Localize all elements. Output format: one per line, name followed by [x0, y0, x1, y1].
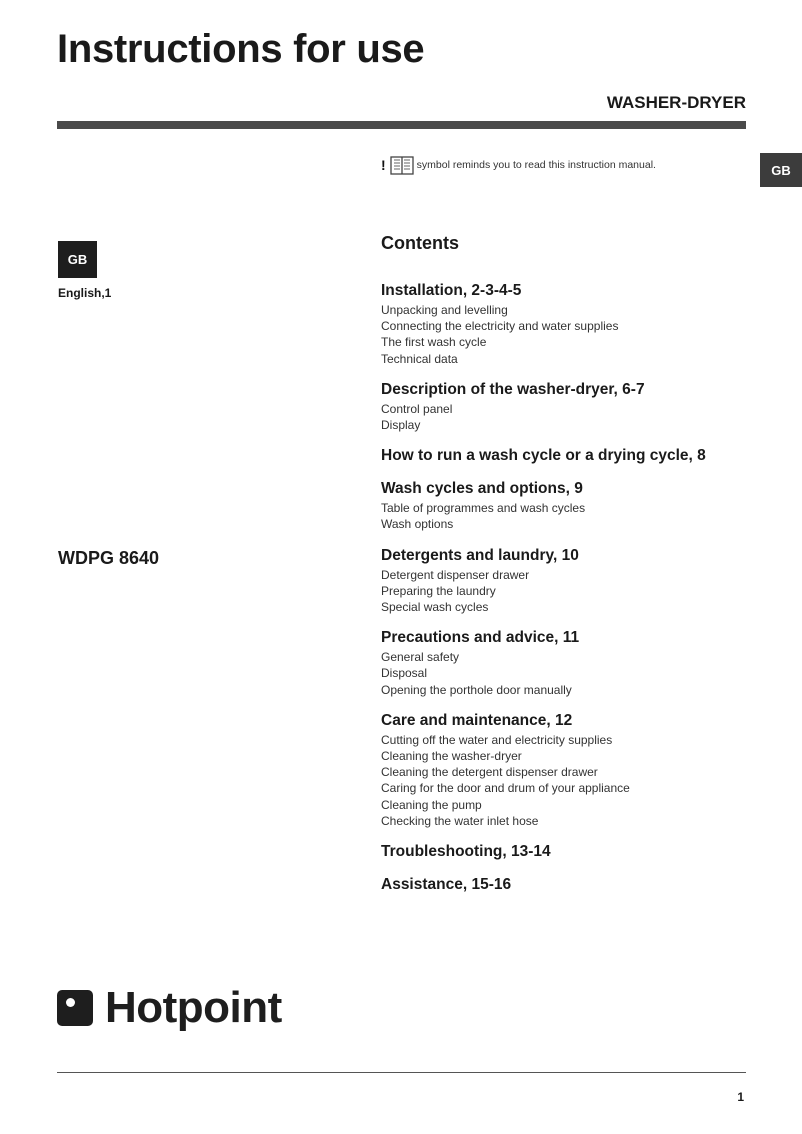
language-side-tab: GB [760, 153, 802, 187]
contents-section [381, 628, 761, 698]
contents-section [381, 546, 761, 616]
contents-section [381, 842, 761, 862]
list-item: Cleaning the detergent dispenser drawer [381, 765, 598, 780]
contents-section [381, 479, 761, 532]
list-item: Connecting the electricity and water supplies [381, 319, 619, 334]
list-item: Checking the water inlet hose [381, 813, 539, 828]
contents-section [381, 446, 761, 466]
list-item: Cleaning the washer-dryer [381, 749, 522, 764]
list-item: Control panel [381, 401, 453, 416]
notice-text: symbol reminds you to read this instruction manual. [416, 159, 656, 171]
header-rule [57, 121, 746, 129]
list-item: Preparing the laundry [381, 583, 496, 598]
section-title: How to run a wash cycle or a drying cycle, 8 [381, 447, 706, 465]
list-item: Unpacking and levelling [381, 303, 508, 317]
list-item: Cleaning the pump [381, 797, 482, 812]
section-title: Troubleshooting, 13-14 [381, 843, 551, 861]
section-items [381, 500, 761, 532]
table-of-contents [381, 232, 761, 908]
model-number: WDPG 8640 [58, 548, 160, 568]
section-items [381, 401, 761, 433]
contents-sections [381, 281, 761, 895]
list-item: Table of programmes and wash cycles [381, 501, 586, 516]
section-title: Care and maintenance, 12 [381, 711, 573, 729]
section-items [381, 649, 761, 698]
brand-name: Hotpoint [105, 983, 282, 1032]
section-title: Precautions and advice, 11 [381, 629, 580, 647]
contents-section [381, 875, 761, 895]
list-item: Special wash cycles [381, 600, 489, 615]
contents-section [381, 380, 761, 433]
language-badge: GB [58, 241, 97, 278]
list-item: Display [381, 418, 421, 433]
section-title: Detergents and laundry, 10 [381, 546, 579, 564]
hotpoint-logo-icon [57, 990, 93, 1026]
list-item: Disposal [381, 666, 428, 681]
page-number: 1 [737, 1090, 744, 1104]
list-item: Wash options [381, 517, 454, 532]
list-item: Detergent dispenser drawer [381, 567, 530, 582]
list-item: The first wash cycle [381, 335, 487, 350]
section-title: Description of the washer-dryer, 6-7 [381, 380, 645, 398]
list-item: Cutting off the water and electricity supplies [381, 732, 613, 747]
section-title: Wash cycles and options, 9 [381, 480, 583, 498]
language-reference: English,1 [58, 286, 112, 300]
contents-section [381, 281, 761, 367]
warning-mark: ! [381, 157, 386, 173]
manual-book-icon [390, 155, 414, 175]
section-items [381, 567, 761, 616]
contents-heading: Contents [381, 233, 459, 253]
list-item: Opening the porthole door manually [381, 682, 572, 697]
hotpoint-logo [57, 983, 282, 1032]
list-item: Technical data [381, 351, 458, 366]
product-type: WASHER-DRYER [606, 93, 746, 112]
section-items [381, 732, 761, 829]
section-items [381, 302, 761, 367]
manual-notice [381, 154, 656, 176]
list-item: General safety [381, 650, 460, 665]
section-title: Installation, 2-3-4-5 [381, 282, 522, 299]
footer-rule [57, 1072, 746, 1073]
list-item: Caring for the door and drum of your appliance [381, 781, 630, 796]
section-title: Assistance, 15-16 [381, 876, 512, 894]
contents-section [381, 711, 761, 829]
page-title: Instructions for use [57, 27, 425, 71]
